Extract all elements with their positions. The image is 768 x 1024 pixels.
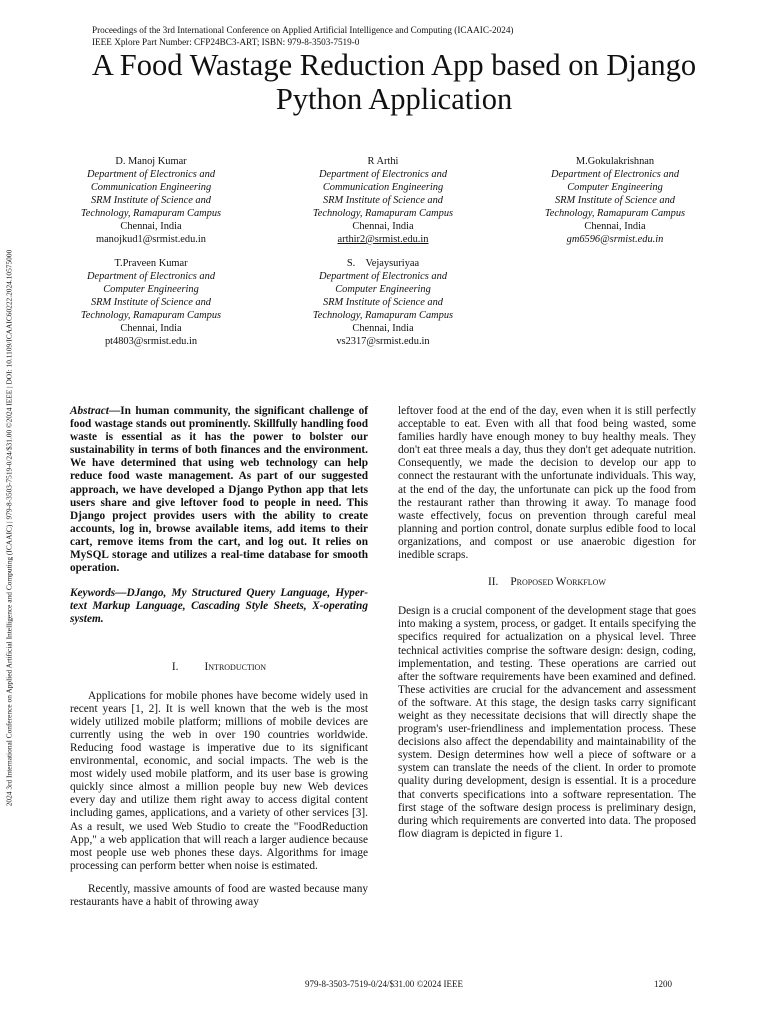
author-email[interactable]: arthir2@srmist.edu.in — [337, 234, 429, 245]
footer-copyright: 979-8-3503-7519-0/24/$31.00 ©2024 IEEE — [304, 979, 464, 989]
section-heading-workflow — [398, 576, 696, 589]
keywords-label: Keywords — [70, 587, 116, 600]
author-block — [36, 155, 266, 246]
author-campus: Technology, Ramapuram Campus — [80, 208, 222, 219]
author-name: T.Praveen Kumar — [114, 258, 188, 269]
author-department: Communication Engineering — [322, 182, 444, 193]
author-name: R Arthi — [367, 156, 399, 167]
side-citation-text: 2024 3rd International Conference on Applied Artificial Intelligence and Computing (ICAAIC) | 979-8-3503-7519-0/24/$31.00 ©2024 IEEE | DOI: 10.1109/ICAAIC60222.2024.10575000 — [4, 249, 14, 807]
paper-title — [40, 48, 748, 116]
part-number-line: IEEE Xplore Part Number: CFP24BC3-ART; ISBN: 979-8-3503-7519-0 — [92, 37, 360, 47]
abstract-label: Abstract — [70, 405, 109, 417]
section-heading-introduction — [70, 661, 368, 674]
author-block — [500, 155, 730, 246]
author-campus: Technology, Ramapuram Campus — [80, 310, 222, 321]
author-department: Computer Engineering — [103, 284, 199, 295]
author-name: D. Manoj Kumar — [115, 156, 187, 167]
author-name: M.Gokulakrishnan — [575, 156, 655, 167]
paragraph: Design is a crucial component of the development stage that goes into making a system, process, or gadget. It entails specifying the specifics required for actualization on a physical level. Three technical activities comprise the software design: design, coding, implementation, and testing. These operations are carried out after the software requirements have been examined and defined. These activities are crucial for the advancement and assessment of the software. At this stage, the design tasks carry significant weight as they necessitate decisions that will directly shape the program's user-friendliness and implementation process. These decisions also affect the dependability and maintainability of the system. Design determines how well a piece of software or a system can translate the needs of the client. In order to promote quality during development, design is essential. It is a procedure that converts specifications into a software representation. The first stage of the software design process is preliminary design, during which requirements are converted into data. The proposed flow diagram is depicted in figure 1. — [398, 605, 696, 840]
author-department: Department of Electronics and — [86, 169, 216, 180]
author-email[interactable]: gm6596@srmist.edu.in — [566, 234, 664, 245]
author-department: Communication Engineering — [90, 182, 212, 193]
author-block — [268, 155, 498, 246]
section-title: Proposed Workflow — [510, 576, 606, 589]
author-campus: Technology, Ramapuram Campus — [312, 208, 454, 219]
page-number: 1200 — [654, 979, 672, 989]
keywords — [70, 587, 368, 626]
author-city: Chennai, India — [584, 221, 646, 232]
paragraph: leftover food at the end of the day, even when it is still perfectly acceptable to eat. Even with all that food being wasted, some families hardly have enough money to buy healthy meals. They don't eat three meals a day, thus they don't get adequate nutrition. Consequently, we made the decision to develop our app to connect the restaurant with the unfortunate individuals. This way, at the end of the day, the unfortunate can pick up the food from the restaurant rather than throwing it away. To manage food waste effectively, focus on prevention through careful meal planning and portion control, donate surplus edible food to local organizations, and compost or use anaerobic digestion for inedible scraps. — [398, 405, 696, 562]
author-department: Computer Engineering — [567, 182, 663, 193]
author-department: Department of Electronics and — [318, 271, 448, 282]
author-city: Chennai, India — [120, 221, 182, 232]
right-column — [398, 405, 696, 841]
author-department: Department of Electronics and — [86, 271, 216, 282]
author-email[interactable]: pt4803@srmist.edu.in — [104, 336, 198, 347]
title-line-2: Python Application — [275, 82, 513, 116]
paragraph: Applications for mobile phones have become widely used in recent years [1, 2]. It is well known that the web is the most widely utilized mobile platform; millions of mobile devices are currently using the web in over 190 countries worldwide. Reducing food wastage is imperative due to its significant environmental, economic, and social impacts. The web is the most widely used mobile platform, and its user base is growing quickly since almost a million people buy new Web devices every day and utilize them right away to access digital content including games, applications, and a variety of other services [3]. As a result, we used Web Studio to create the "FoodReduction App," a web application that will reach a larger audience because most people use web phones these days. Algorithms for image processing can perform better when noise is estimated. — [70, 689, 368, 872]
author-email[interactable]: vs2317@srmist.edu.in — [336, 336, 430, 347]
abstract — [70, 405, 368, 575]
author-department: Department of Electronics and — [550, 169, 680, 180]
left-column — [70, 405, 368, 909]
author-institute: SRM Institute of Science and — [90, 297, 212, 308]
author-campus: Technology, Ramapuram Campus — [544, 208, 686, 219]
author-block — [36, 257, 266, 348]
author-department: Computer Engineering — [335, 284, 431, 295]
author-institute: SRM Institute of Science and — [322, 195, 444, 206]
author-city: Chennai, India — [120, 323, 182, 334]
section-number: II. — [488, 576, 499, 589]
author-institute: SRM Institute of Science and — [554, 195, 676, 206]
author-institute: SRM Institute of Science and — [90, 195, 212, 206]
section-number: I. — [171, 660, 179, 673]
author-city: Chennai, India — [352, 221, 414, 232]
abstract-text: —In human community, the significant challenge of food wastage stands out prominently. Skillfully handling food waste is essential as it has the power to bolster our sustainability in terms of both finances and the environment. We have determined that using web technology can help reduce food waste management. As part of our suggested approach, we have developed a Django Python app that lets users share and give leftover food to people in need. This Django project provides users with the ability to create accounts, log in, browse available items, add items to their cart, remove items from the cart, and log out. It relies on MySQL storage and utilizes a real-time database for smooth operation. — [70, 405, 368, 575]
paragraph: Recently, massive amounts of food are wasted because many restaurants have a habit of throwing away — [70, 882, 368, 908]
author-campus: Technology, Ramapuram Campus — [312, 310, 454, 321]
title-line-1: A Food Wastage Reduction App based on Django — [91, 48, 697, 82]
author-city: Chennai, India — [352, 323, 414, 334]
author-block — [268, 257, 498, 348]
author-email[interactable]: manojkud1@srmist.edu.in — [95, 234, 206, 245]
author-department: Department of Electronics and — [318, 169, 448, 180]
proceedings-line: Proceedings of the 3rd International Conference on Applied Artificial Intelligence and Computing (ICAAIC-2024) — [92, 25, 514, 35]
proceedings-header — [92, 24, 514, 48]
section-title: Introduction — [204, 660, 267, 673]
author-name: S. Vejaysuriyaa — [346, 258, 420, 269]
keywords-text: —DJango, My Structured Query Language, Hyper-text Markup Language, Cascading Style Sheets, X-operating system. — [70, 587, 368, 626]
author-institute: SRM Institute of Science and — [322, 297, 444, 308]
